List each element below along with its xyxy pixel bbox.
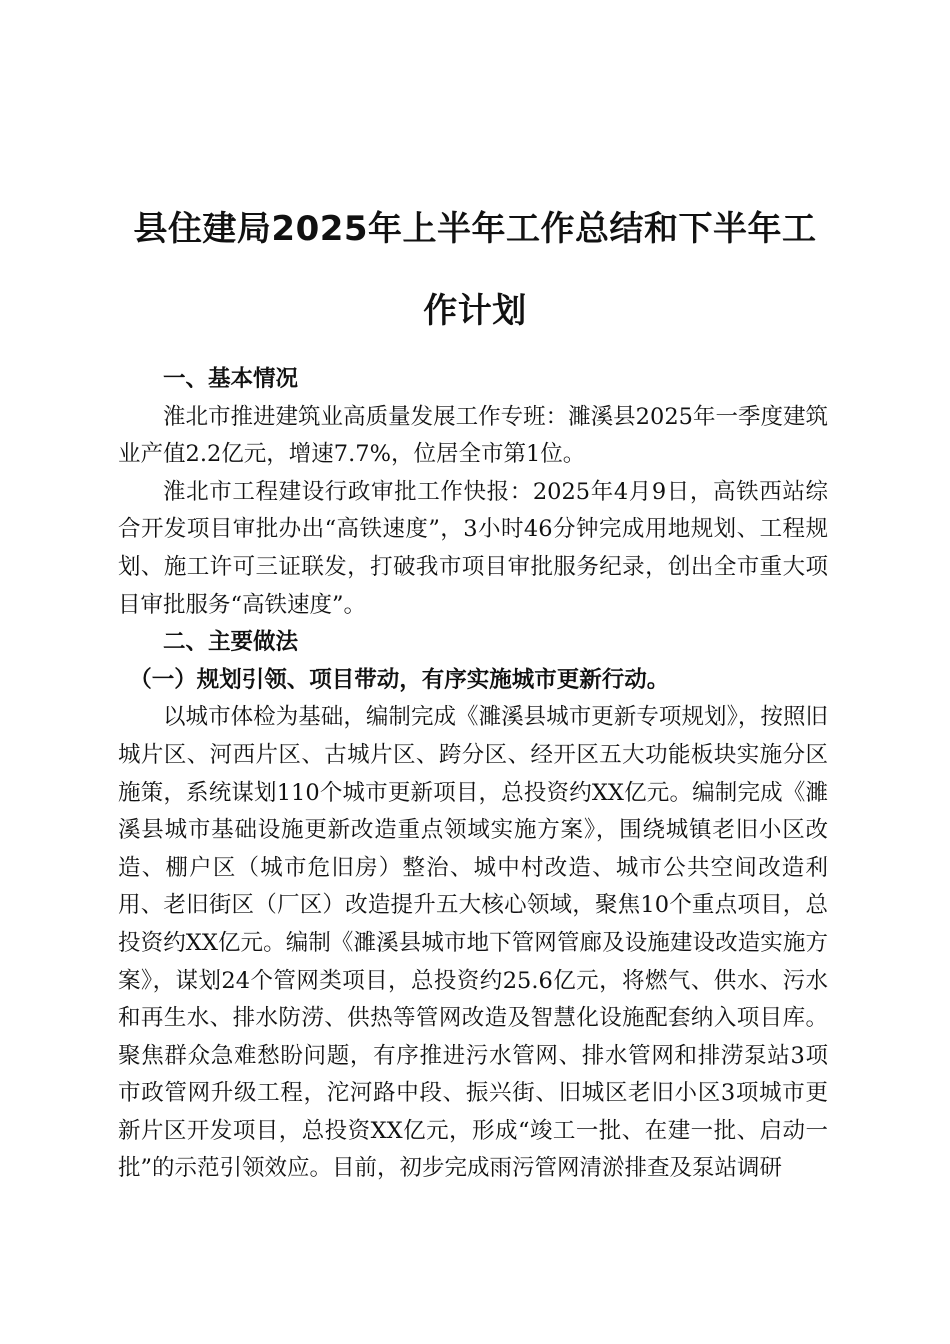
paragraph-urban-renewal-details: 以城市体检为基础，编制完成《濉溪县城市更新专项规划》，按照旧城片区、河西片区、古城片区、跨分区、经开区五大功能板块实施分区施策，系统谋划110个城市更新项目，总投资约XX亿元。编制完成《濉溪县城市基础设施更新改造重点领域实施方案》，围绕城镇老旧小区改造、棚户区（城市危旧房）整治、城中村改造、城市公共空间改造利用、老旧街区（厂区）改造提升五大核心领域，聚焦10个重点项目，总投资约XX亿元。编制《濉溪县城市地下管网管廊及设施建设改造实施方案》，谋划24个管网类项目，总投资约25.6亿元，将燃气、供水、污水和再生水、排水防涝、供热等管网改造及智慧化设施配套纳入项目库。聚焦群众急难愁盼问题，有序推进污水管网、排水管网和排涝泵站3项市政管网升级工程，沱河路中段、振兴街、旧城区老旧小区3项城市更新片区开发项目，总投资XX亿元，形成“竣工一批、在建一批、启动一批”的示范引领效应。目前，初步完成雨污管网清淤排查及泵站调研 [118,704,828,1182]
document-body [118,361,828,1188]
paragraph-construction-output: 淮北市推进建筑业高质量发展工作专班：濉溪县2025年一季度建筑业产值2.2亿元，增速7.7%，位居全市第1位。 [118,403,828,468]
section-heading-basic-situation: 一、基本情况 [163,366,299,392]
section-heading-main-practices: 二、主要做法 [163,629,299,656]
document-title: 县住建局2025年上半年工作总结和下半年工作计划 [133,209,817,331]
subsection-heading-urban-renewal: （一）规划引领、项目带动，有序实施城市更新行动。 [129,666,670,693]
paragraph-approval-speed: 淮北市工程建设行政审批工作快报：2025年4月9日，高铁西站综合开发项目审批办出“高铁速度”，3小时46分钟完成用地规划、工程规划、施工许可三证联发，打破我市项目审批服务纪录，创出全市重大项目审批服务“高铁速度”。 [118,478,828,618]
